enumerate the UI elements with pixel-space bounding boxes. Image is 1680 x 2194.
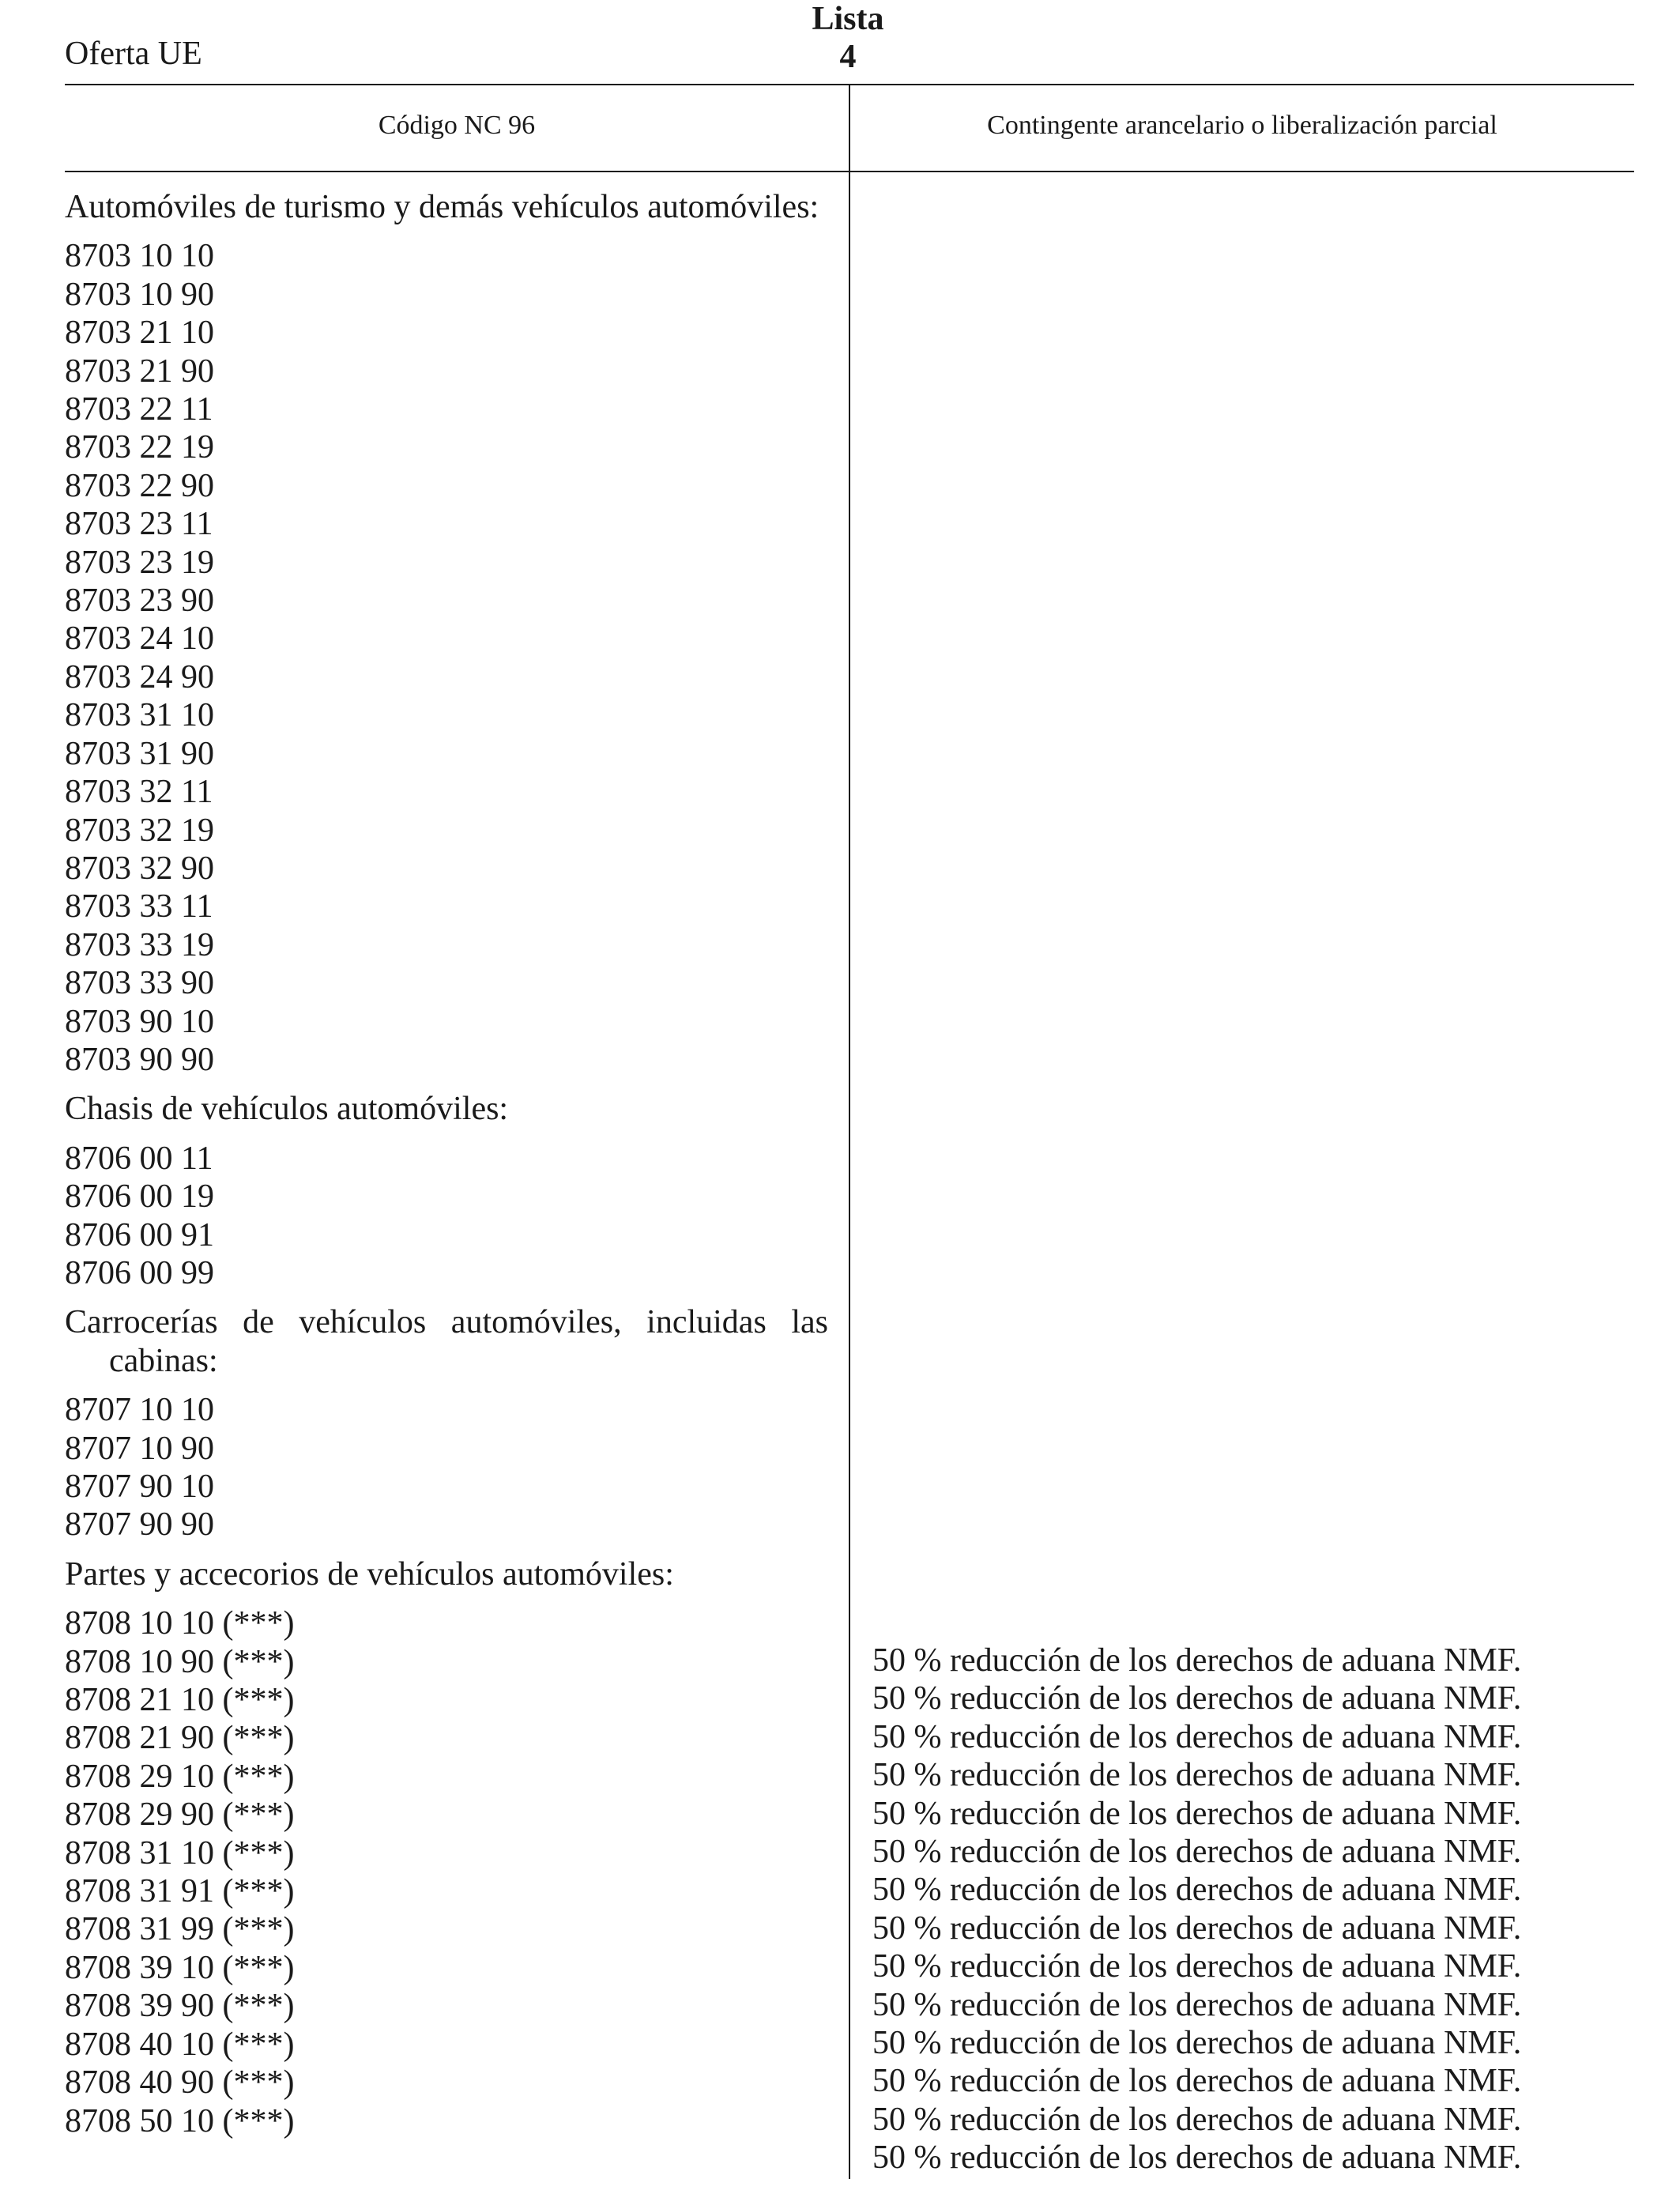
nc-code: 8703 23 19 [65,544,214,581]
quota-entry: 50 % reducción de los derechos de aduana NMF. [872,1834,1522,1871]
nc-code: 8708 39 10 (***) [65,1949,295,1986]
nc-code: 8708 31 10 (***) [65,1834,295,1872]
nc-code: 8703 90 10 [65,1003,214,1040]
nc-code: 8708 31 99 (***) [65,1911,295,1948]
code-column [65,188,828,2140]
quota-entry: 50 % reducción de los derechos de aduana NMF. [872,2025,1522,2062]
nc-code: 8703 32 90 [65,850,214,887]
section-heading: Carrocerías de vehículos automóviles, incluidas las cabinas: [65,1304,828,1379]
nc-code: 8707 10 10 [65,1392,214,1429]
nc-code: 8708 10 10 (***) [65,1605,295,1642]
nc-code: 8707 90 10 [65,1468,214,1505]
nc-code: 8703 31 10 [65,697,214,734]
column-header-code: Código NC 96 [378,111,536,140]
nc-code: 8708 50 10 (***) [65,2102,295,2139]
nc-code: 8703 23 90 [65,582,214,620]
nc-code: 8708 40 90 (***) [65,2064,295,2102]
nc-code: 8703 33 19 [65,926,214,963]
nc-code: 8703 21 10 [65,315,214,352]
quota-entry: 50 % reducción de los derechos de aduana NMF. [872,1872,1522,1909]
nc-code: 8708 29 10 (***) [65,1758,295,1795]
page-title: Lista 4 [812,1,884,75]
nc-code: 8708 21 90 (***) [65,1720,295,1757]
quota-entry: 50 % reducción de los derechos de aduana NMF. [872,1948,1522,1985]
section-heading: Partes y accecorios de vehículos automóviles: [65,1555,674,1593]
quota-entry: 50 % reducción de los derechos de aduana NMF. [872,1909,1522,1947]
nc-code: 8703 32 11 [65,774,213,811]
nc-code: 8703 33 11 [65,888,213,925]
nc-code: 8706 00 99 [65,1254,214,1291]
section-heading: Automóviles de turismo y demás vehículos automóviles: [65,189,819,225]
column-header-quota: Contingente arancelario o liberalización parcial [987,111,1497,140]
quota-entry: 50 % reducción de los derechos de aduana NMF. [872,1795,1522,1832]
quota-entry: 50 % reducción de los derechos de aduana NMF. [872,2063,1522,2100]
nc-code: 8708 21 10 (***) [65,1682,295,1719]
nc-code: 8703 32 19 [65,812,214,849]
nc-code: 8703 24 90 [65,658,214,696]
offer-label: Oferta UE [65,36,202,72]
nc-code: 8703 22 90 [65,467,214,504]
nc-code: 8703 10 90 [65,276,214,313]
quota-column [872,1642,1634,2177]
nc-code: 8703 31 90 [65,735,214,772]
nc-code: 8703 33 90 [65,965,214,1002]
column-divider [849,85,850,2179]
section-heading: Chasis de vehículos automóviles: [65,1091,509,1128]
quota-entry: 50 % reducción de los derechos de aduana NMF. [872,1718,1522,1755]
nc-code: 8703 23 11 [65,506,213,543]
quota-entry: 50 % reducción de los derechos de aduana NMF. [872,1986,1522,2023]
nc-code: 8708 29 90 (***) [65,1796,295,1834]
nc-code: 8707 90 90 [65,1506,214,1544]
nc-code: 8708 31 91 (***) [65,1873,295,1910]
nc-code: 8703 21 90 [65,352,214,390]
nc-code: 8703 22 19 [65,429,214,466]
nc-code: 8703 22 11 [65,391,213,428]
nc-code: 8708 39 90 (***) [65,1988,295,2025]
quota-entry: 50 % reducción de los derechos de aduana NMF. [872,1680,1522,1717]
nc-code: 8703 10 10 [65,238,214,275]
nc-code: 8707 10 90 [65,1430,214,1467]
quota-entry: 50 % reducción de los derechos de aduana NMF. [872,1642,1522,1679]
nc-code: 8708 10 90 (***) [65,1643,295,1680]
nc-code: 8706 00 11 [65,1140,213,1177]
quota-entry: 50 % reducción de los derechos de aduana NMF. [872,2139,1522,2177]
nc-code: 8703 90 90 [65,1041,214,1078]
nc-code: 8706 00 19 [65,1178,214,1216]
nc-code: 8706 00 91 [65,1216,214,1253]
nc-code: 8703 24 10 [65,620,214,658]
quota-entry: 50 % reducción de los derechos de aduana NMF. [872,1757,1522,1794]
nc-code: 8708 40 10 (***) [65,2026,295,2063]
quota-entry: 50 % reducción de los derechos de aduana NMF. [872,2101,1522,2138]
